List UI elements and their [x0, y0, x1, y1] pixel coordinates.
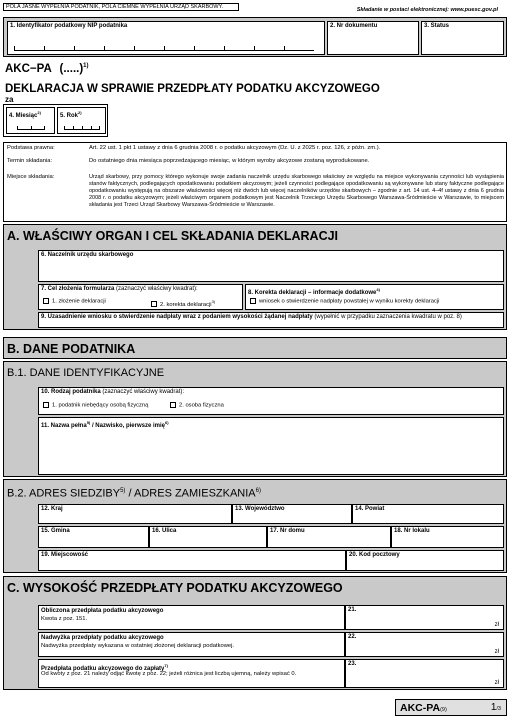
section-a: [3, 224, 507, 330]
document-number-field: [327, 21, 419, 55]
period-box: [3, 104, 108, 137]
checkbox-icon[interactable]: [43, 298, 49, 304]
full-name-label: 11. Nazwa pełna$^{5)}$ / Nazwisko, pierwsze imię$^{6)}$: [41, 420, 169, 429]
voivodeship-label: 13. Województwo: [235, 506, 285, 512]
form-code-sup: 1): [83, 63, 89, 70]
overpayment-request-option[interactable]: wniosek o stwierdzenie nadpłaty powstałej w wyniku korekty deklaracji: [250, 298, 439, 306]
prepayment-surplus-note: Nadwyżka przedpłaty wykazana w ostatniej złożonej deklaracji podatkowej.: [41, 643, 235, 649]
house-number-label: 17. Nr domu: [270, 528, 305, 534]
section-b1-title: B.1. DANE IDENTYFIKACYJNE: [7, 367, 165, 379]
full-name-field[interactable]: [38, 417, 504, 475]
section-b1: [3, 361, 507, 477]
status-label: 3. Status: [424, 23, 450, 29]
place-text: Urząd skarbowy, przy pomocy którego wykonuje swoje zadania naczelnik urzędu skarbowego właściwy ze względu na miejsce wykonywania czynności lub wystąpienia stanów faktycznych, podlegających opodatkowaniu podatkiem akcyzowym; jeżeli czynności podlegające opodatkowaniu są wykonywane lub stany faktyczne podlegające opodatkowaniu występują na obszarze właściwości więcej niż dwóch lub więcej naczelników urzędów skarbowych – zgodnie z art. 14 ust. 4–4f ustawy z dnia 6 grudnia 2008 r. o podatku akcyzowym; jeżeli właściwym organem podatkowym jest Naczelnik Trzeciego Urzędu Skarbowego Warszawa-Śródmieście w Warszawie, to miejscem składania jest Trzeci Urząd Skarbowy Warszawa-Śródmieście w Warszawie.: [89, 174, 504, 208]
nip-field[interactable]: [7, 21, 325, 55]
correction-info-field: [245, 284, 504, 310]
tax-office-label: 6. Naczelnik urzędu skarbowego: [41, 252, 134, 258]
checkbox-icon[interactable]: [43, 402, 49, 408]
taxpayer-type-label: 10. Rodzaj podatnika (zaznaczyć właściwy kwadrat):: [41, 389, 185, 395]
info-block: [3, 142, 507, 222]
section-c-title: C. WYSOKOŚĆ PRZEDPŁATY PODATKU AKCYZOWEGO: [7, 581, 343, 595]
taxpayer-type-field: [38, 387, 504, 415]
taxpayer-type-option-2[interactable]: 2. osoba fizyczna: [170, 402, 224, 410]
prepayment-due-label: Przedpłata podatku akcyzowego do zapłaty$^{7)}$: [41, 663, 168, 672]
calculated-prepayment-label: Obliczona przedpłata podatku akcyzowego: [41, 608, 164, 614]
calculated-prepayment-note: Kwota z poz. 151.: [41, 616, 88, 622]
postal-code-label: 20. Kod pocztowy: [349, 552, 400, 558]
section-b-title: B. DANE PODATNIKA: [7, 342, 136, 356]
correction-info-label: 8. Korekta deklaracji – informacje dodatkowe$^{4)}$: [248, 287, 380, 296]
street-label: 16. Ulica: [152, 528, 177, 534]
currency-unit: zł: [494, 622, 499, 628]
apartment-number-label: 18. Nr lokalu: [394, 528, 430, 534]
top-note: POLA JASNE WYPEŁNIA PODATNIK, POLA CIEMNE WYPEŁNIA URZĄD SKARBOWY.: [3, 3, 239, 11]
purpose-option-1[interactable]: 1. złożenie deklaracji: [43, 298, 106, 306]
tax-office-field[interactable]: [38, 250, 504, 282]
house-number-field[interactable]: [267, 526, 391, 548]
deadline-label: Termin składania:: [7, 158, 53, 164]
form-code-text: AKC−PA: [5, 63, 52, 75]
status-field: [421, 21, 504, 55]
efile-note: Składanie w postaci elektronicznej: www.puesc.gov.pl: [356, 7, 498, 13]
section-b2: [3, 479, 507, 573]
taxpayer-type-option-1[interactable]: 1. podatnik niebędący osobą fizyczną: [43, 402, 148, 410]
document-number-label: 2. Nr dokumentu: [330, 23, 378, 29]
header-band: [3, 17, 507, 57]
prepayment-due-amount[interactable]: [345, 659, 504, 688]
calculated-prepayment-num: 21.: [348, 607, 357, 613]
prepayment-due-note: Od kwoty z poz. 21 należy odjąć kwotę z poz. 22; jeżeli różnica jest liczbą ujemną, należy wpisać 0.: [41, 671, 297, 677]
municipality-label: 15. Gmina: [41, 528, 70, 534]
prepayment-surplus-amount[interactable]: [345, 632, 504, 657]
deadline-text: Do ostatniego dnia miesiąca poprzedzającego miesiąc, w którym wyroby akcyzowe zostaną wyprodukowane.: [89, 158, 370, 164]
prepayment-surplus-label: Nadwyżka przedpłaty podatku akcyzowego: [41, 635, 164, 641]
purpose-field: [38, 284, 243, 310]
calculated-prepayment-desc: [38, 605, 345, 630]
country-field[interactable]: [38, 504, 232, 524]
municipality-field[interactable]: [38, 526, 149, 548]
nip-comb: [14, 46, 314, 51]
legal-basis-label: Podstawa prawna:: [7, 145, 55, 151]
purpose-label: 7. Cel złożenia formularza (zaznaczyć właściwy kwadrat):: [41, 286, 198, 292]
footer-code: AKC-PA(9): [400, 702, 447, 714]
purpose-option-2[interactable]: 2. korekta deklaracji$^{3)}$: [151, 298, 215, 309]
prepayment-due-num: 23.: [348, 661, 357, 667]
legal-basis-text: Art. 22 ust. 1 pkt 1 ustawy z dnia 6 grudnia 2008 r. o podatku akcyzowym (Dz. U. z 2025 r. poz. 126, z późn. zm.).: [89, 145, 381, 151]
country-label: 12. Kraj: [41, 506, 63, 512]
county-label: 14. Powiat: [355, 506, 385, 512]
month-field[interactable]: [6, 107, 55, 134]
section-c: [3, 576, 507, 690]
city-label: 19. Miejscowość: [41, 552, 89, 558]
currency-unit: zł: [494, 680, 499, 686]
form-title: DEKLARACJA W SPRAWIE PRZEDPŁATY PODATKU AKCYZOWEGO: [5, 83, 380, 95]
year-field[interactable]: [57, 107, 106, 134]
county-field[interactable]: [352, 504, 504, 524]
justification-label: 9. Uzasadnienie wniosku o stwierdzenie nadpłaty wraz z podaniem wysokości żądanej nadpłaty (wypełnić w przypadku zaznaczenia kwadratu w poz. 8): [41, 314, 462, 320]
currency-unit: zł: [494, 649, 499, 655]
footer-page: 1/3: [490, 702, 501, 713]
place-label: Miejsce składania:: [7, 174, 55, 180]
footer-form-id: [395, 699, 507, 716]
city-field[interactable]: [38, 550, 346, 571]
section-a-title: A. WŁAŚCIWY ORGAN I CEL SKŁADANIA DEKLARACJI: [7, 229, 339, 243]
month-label: 4. Miesiąc$^{2)}$: [9, 110, 41, 119]
form-code: [5, 63, 89, 75]
checkbox-icon[interactable]: [250, 298, 256, 304]
voivodeship-field[interactable]: [232, 504, 352, 524]
form-za: za: [5, 95, 14, 104]
checkbox-icon[interactable]: [151, 301, 157, 307]
year-comb: [64, 126, 100, 130]
form-code-suffix: (.....): [59, 63, 84, 75]
section-b2-title: B.2. ADRES SIEDZIBY$^{5)}$ / ADRES ZAMIESZKANIA$^{6)}$: [7, 487, 261, 500]
year-label: 5. Rok$^{2)}$: [60, 110, 82, 119]
month-comb: [17, 126, 45, 130]
street-field[interactable]: [149, 526, 267, 548]
apartment-number-field[interactable]: [391, 526, 504, 548]
prepayment-surplus-desc: [38, 632, 345, 657]
checkbox-icon[interactable]: [170, 402, 176, 408]
nip-label: 1. Identyfikator podatkowy NIP podatnika: [10, 23, 128, 29]
postal-code-field[interactable]: [346, 550, 504, 571]
calculated-prepayment-amount[interactable]: [345, 605, 504, 630]
prepayment-due-desc: [38, 659, 345, 688]
prepayment-surplus-num: 22.: [348, 634, 357, 640]
justification-field[interactable]: [38, 312, 504, 328]
section-b: [3, 337, 507, 359]
